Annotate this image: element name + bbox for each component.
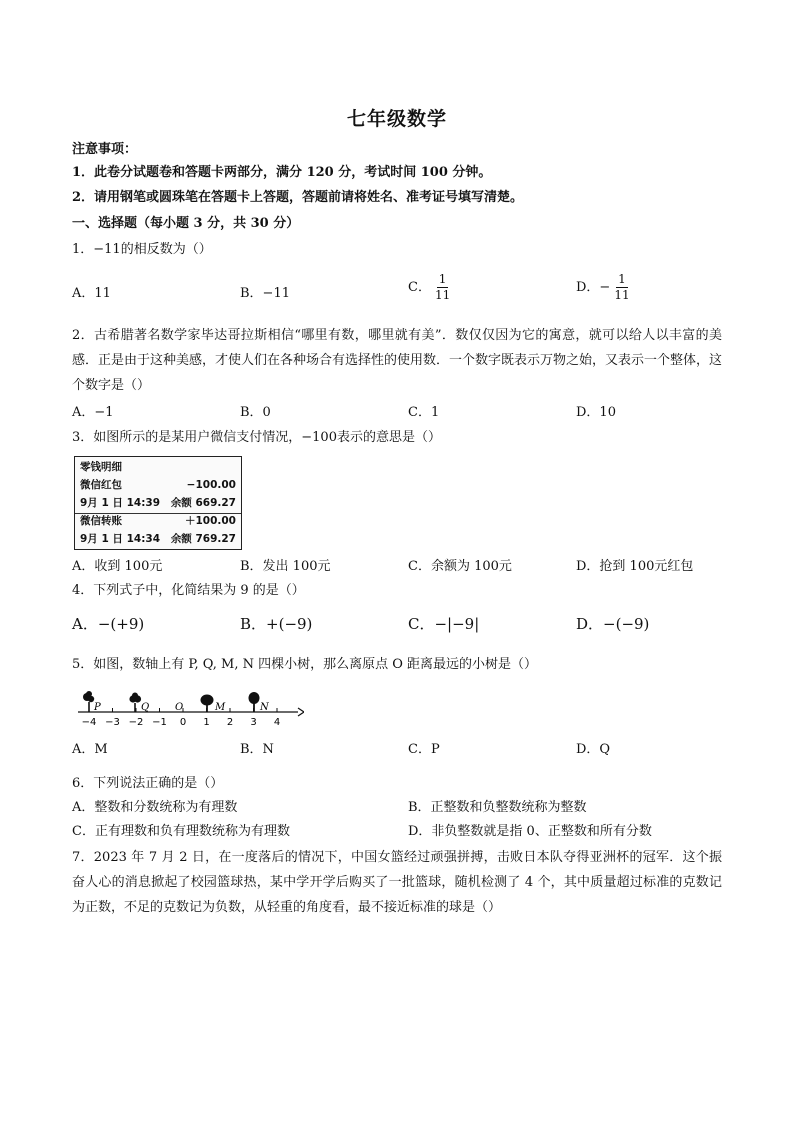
label-o: O [175, 702, 184, 713]
q4-stem: 4．下列式子中，化简结果为 9 的是（） [72, 583, 305, 598]
q1-option-c [408, 272, 454, 303]
figure-row-2-time: 9月 1 日 14:39 [80, 497, 161, 509]
q4-option-b: B．+(−9) [240, 615, 313, 633]
tree-q-icon [129, 693, 141, 713]
q2-option-c: C．1 [408, 405, 440, 420]
q1-d-denominator: 11 [614, 288, 630, 302]
tree-m-icon [201, 695, 214, 713]
q2-stem: 2．古希腊著名数学家毕达哥拉斯相信“哪里有数，哪里就有美”．数仅仅因为它的寓意，就可以给人以丰富的美感．正是由于这种美感，才使人们在各种场合有选择性的使用数．一个数字既表示万物之始，又表示一个整体，这个数字是（） [72, 328, 723, 393]
figure-row-1 [80, 476, 236, 494]
q6-option-c: C．正有理数和负有理数统称为有理数 [72, 824, 290, 839]
q1-option-c-label: C． [408, 280, 431, 295]
q1-stem: 1．−11的相反数为（） [72, 242, 212, 257]
q2-option-b: B．0 [240, 405, 271, 420]
q3-stem: 3．如图所示的是某用户微信支付情况，−100表示的意思是（） [72, 430, 441, 445]
q4-option-a: A．−(+9) [72, 615, 145, 633]
q1-option-c-fraction [433, 272, 452, 303]
figure-row-1-label: 微信红包 [80, 479, 122, 491]
q4-option-d: D．−(−9) [576, 615, 650, 633]
q5-stem: 5．如图，数轴上有 P, Q, M, N 四棵小树，那么离原点 O 距离最远的小树是（） [72, 657, 538, 672]
wechat-pay-figure [74, 456, 242, 550]
q1-option-d-label: D．− [576, 280, 611, 295]
tree-p-icon [83, 691, 94, 712]
axis-tick-label: 1 [203, 717, 210, 728]
axis-arrow-icon [298, 708, 304, 716]
figure-header: 零钱明细 [80, 461, 122, 473]
q1-d-numerator: 1 [618, 272, 626, 286]
q5-option-b: B．N [240, 742, 274, 757]
axis-tick-label: 3 [250, 717, 257, 728]
notice-heading: 注意事项： [72, 142, 138, 157]
q2-option-d: D．10 [576, 405, 616, 420]
q6-option-b: B．正整数和负整数统称为整数 [408, 800, 587, 815]
notice-item-2: 2．请用钢笔或圆珠笔在答题卡上答题，答题前请将姓名、准考证号填写清楚。 [72, 190, 524, 205]
q3-option-b: B．发出 100元 [240, 559, 331, 574]
section-heading: 一、选择题（每小题 3 分，共 30 分） [72, 216, 300, 231]
q3-option-c: C．余额为 100元 [408, 559, 512, 574]
axis-tick-label: −3 [105, 717, 120, 728]
figure-row-3-amount: ＋100.00 [184, 515, 236, 527]
q5-option-d: D．Q [576, 742, 611, 757]
tree-n-icon [249, 692, 260, 712]
q6-stem: 6．下列说法正确的是（） [72, 776, 224, 791]
figure-row-4 [80, 530, 236, 548]
q6-option-d: D．非负整数就是指 0、正整数和所有分数 [408, 824, 652, 839]
figure-row-2 [80, 494, 236, 512]
label-p: P [94, 702, 101, 713]
axis-tick-label: −2 [128, 717, 144, 728]
axis-tick-labels [82, 717, 281, 728]
axis-tick-label: 4 [273, 717, 281, 728]
figure-row-2-balance: 余额 669.27 [170, 497, 236, 509]
q1-option-b: B．−11 [240, 286, 290, 301]
figure-row-3-label: 微信转账 [80, 515, 122, 527]
notice-item-1: 1．此卷分试题卷和答题卡两部分，满分 120 分，考试时间 100 分钟。 [72, 165, 492, 180]
q6-option-a: A．整数和分数统称为有理数 [72, 800, 238, 815]
q3-option-a: A．收到 100元 [72, 559, 163, 574]
q3-option-d: D．抢到 100元红包 [576, 559, 694, 574]
number-line-figure [72, 686, 304, 732]
q1-option-a: A．11 [72, 286, 111, 301]
figure-row-4-balance: 余额 769.27 [170, 533, 236, 545]
q7-stem: 7．2023 年 7 月 2 日，在一度落后的情况下，中国女篮经过顽强拼搏，击败日本队夺得亚洲杯的冠军．这个振奋人心的消息掀起了校园篮球热，某中学开学后购买了一批篮球，随机检测了 4 个，其中质量超过标准的克数记为正数，不足的克数记为负数，从轻重的角度看，最不接近标准的球是（） [72, 850, 722, 915]
q2-option-a: A．−1 [72, 405, 114, 420]
q4-option-c: C．−|−9| [408, 615, 480, 633]
label-m: M [215, 702, 226, 713]
figure-row-4-time: 9月 1 日 14:34 [80, 533, 161, 545]
q1-c-denominator: 11 [434, 288, 451, 302]
q1-option-d [576, 272, 634, 303]
figure-row-3 [80, 512, 236, 530]
axis-tick-label: −4 [81, 717, 97, 728]
axis-tick-label: −1 [152, 717, 167, 728]
label-n: N [260, 702, 269, 713]
label-q: Q [141, 702, 150, 713]
q1-option-d-fraction [612, 272, 631, 303]
figure-row-1-amount: −100.00 [186, 479, 236, 491]
q1-c-numerator: 1 [438, 272, 447, 286]
axis-tick-label: 2 [226, 717, 234, 728]
q5-option-c: C．P [408, 742, 440, 757]
axis-tick-label: 0 [179, 717, 187, 728]
q5-option-a: A．M [72, 742, 108, 757]
page-title: 七年级数学 [346, 108, 447, 130]
